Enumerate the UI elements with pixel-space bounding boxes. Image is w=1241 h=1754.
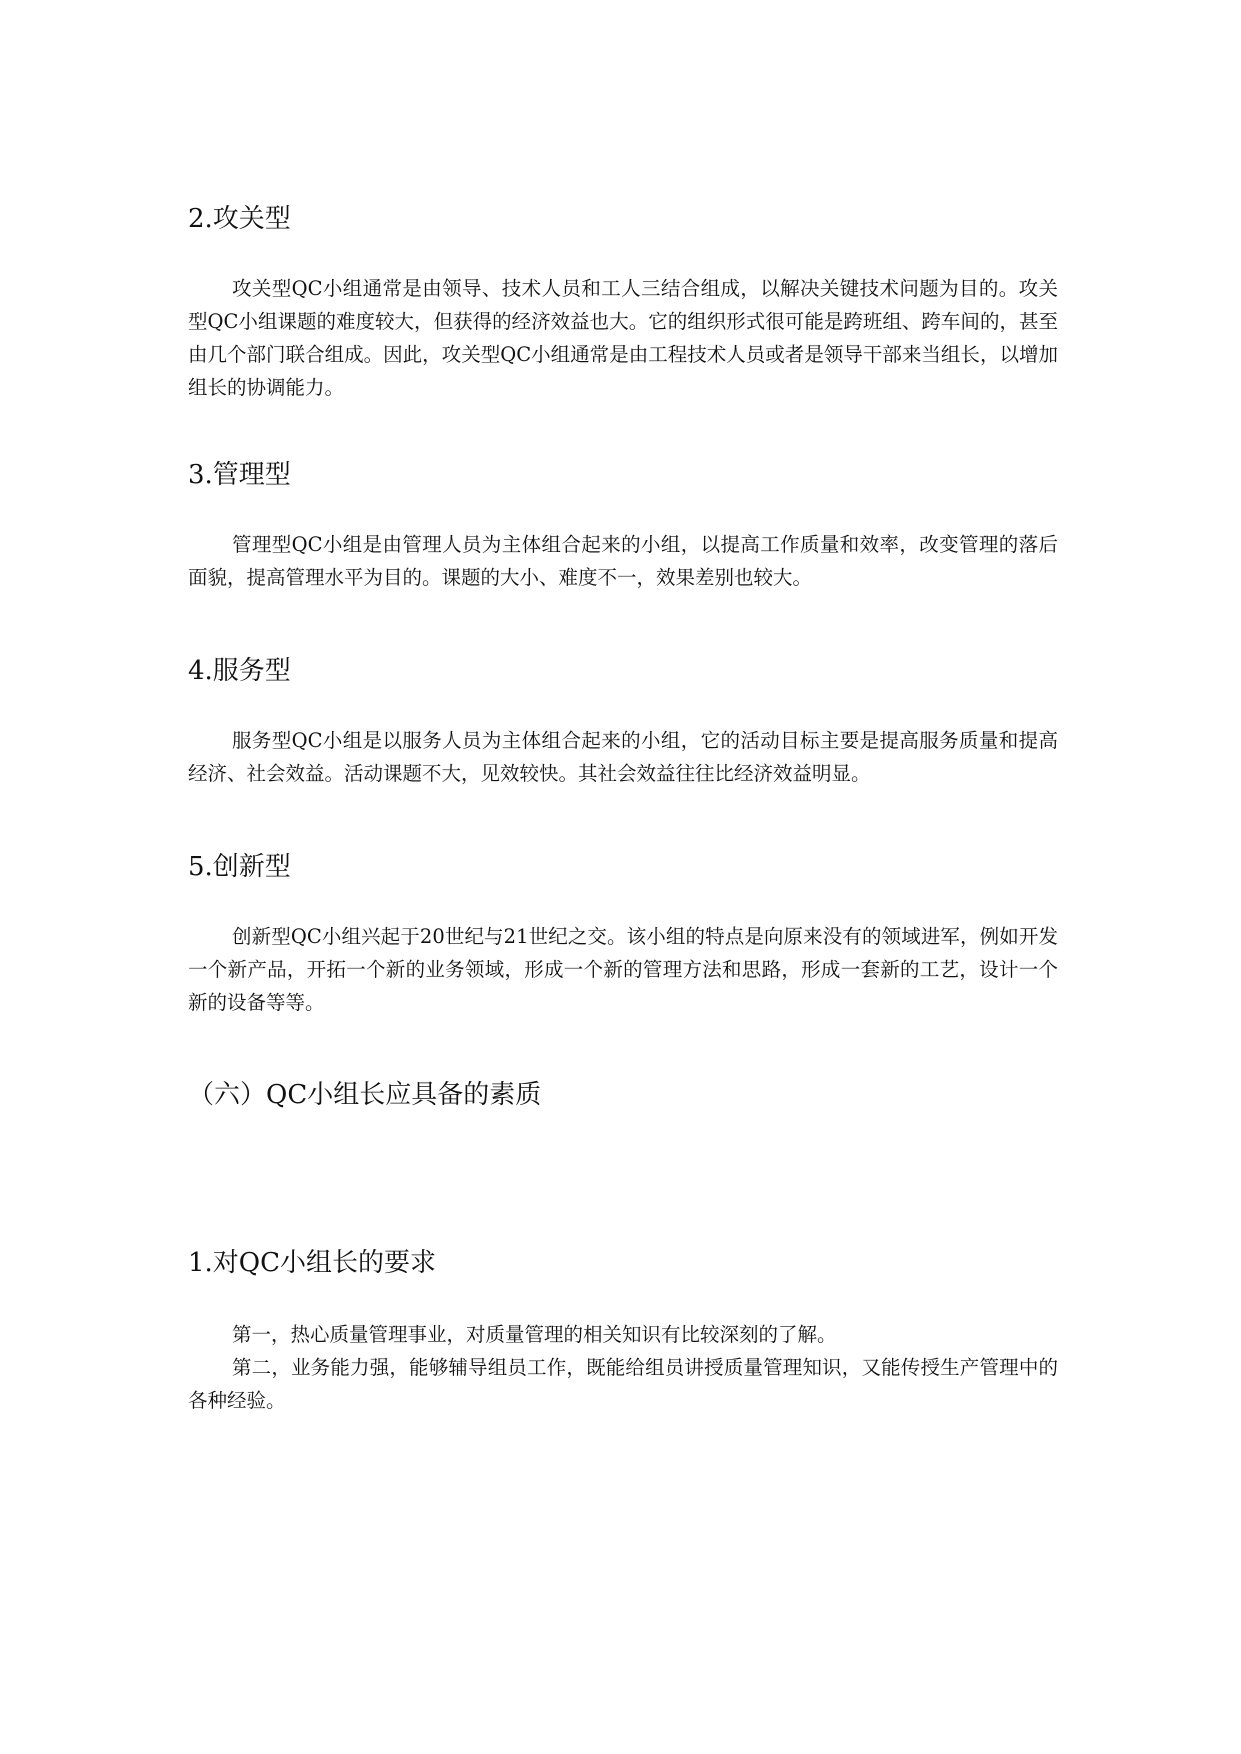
paragraph-innovation-type: 创新型QC小组兴起于20世纪与21世纪之交。该小组的特点是向原来没有的领域进军，例如开发一个新产品，开拓一个新的业务领域，形成一个新的管理方法和思路，形成一套新的工艺，设计一个新的设备等等。	[188, 925, 1058, 1014]
heading-leader-requirements: 1.对QC小组长的要求	[188, 1248, 437, 1278]
heading-innovation-type: 5.创新型	[188, 852, 291, 882]
heading-management-type: 3.管理型	[188, 460, 291, 490]
paragraph-management-type: 管理型QC小组是由管理人员为主体组合起来的小组，以提高工作质量和效率，改变管理的落后面貌，提高管理水平为目的。课题的大小、难度不一，效果差别也较大。	[188, 533, 1058, 589]
heading-service-type: 4.服务型	[188, 656, 291, 686]
heading-attack-type: 2.攻关型	[188, 204, 291, 234]
heading-leader-qualities: （六）QC小组长应具备的素质	[188, 1080, 542, 1110]
paragraph-attack-type: 攻关型QC小组通常是由领导、技术人员和工人三结合组成，以解决关键技术问题为目的。攻关型QC小组课题的难度较大，但获得的经济效益也大。它的组织形式很可能是跨班组、跨车间的，甚至由几个部门联合组成。因此，攻关型QC小组通常是由工程技术人员或者是领导干部来当组长，以增加组长的协调能力。	[188, 277, 1058, 399]
requirement-item-2: 第二，业务能力强，能够辅导组员工作，既能给组员讲授质量管理知识，又能传授生产管理中的各种经验。	[188, 1356, 1058, 1412]
paragraph-service-type: 服务型QC小组是以服务人员为主体组合起来的小组，它的活动目标主要是提高服务质量和提高经济、社会效益。活动课题不大，见效较快。其社会效益往往比经济效益明显。	[188, 729, 1058, 785]
requirement-item-1: 第一，热心质量管理事业，对质量管理的相关知识有比较深刻的了解。	[232, 1323, 837, 1346]
